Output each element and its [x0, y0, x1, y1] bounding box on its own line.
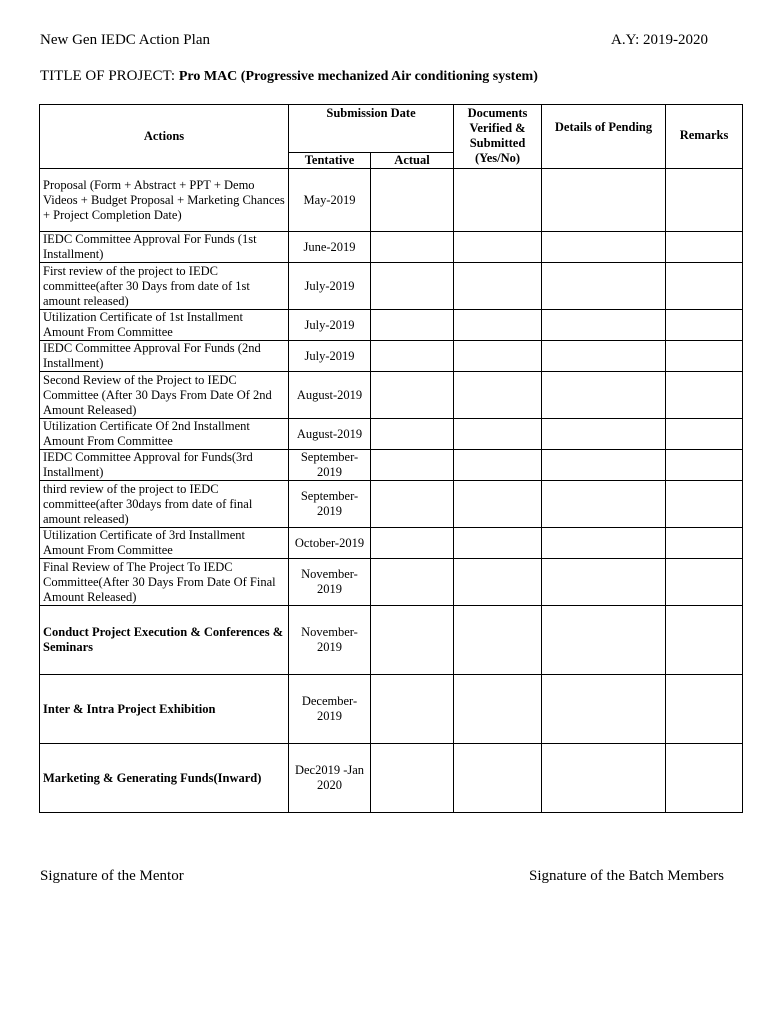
action-cell: third review of the project to IEDC committee(after 30days from date of final amount released) [40, 481, 289, 528]
actual-cell [371, 744, 454, 813]
action-plan-table [39, 104, 743, 813]
remarks-cell [666, 372, 743, 419]
table-row [40, 341, 743, 372]
documents-cell [454, 744, 542, 813]
documents-cell [454, 232, 542, 263]
actual-cell [371, 372, 454, 419]
details-cell [542, 528, 666, 559]
action-cell: Inter & Intra Project Exhibition [40, 675, 289, 744]
action-cell: IEDC Committee Approval for Funds(3rd Installment) [40, 450, 289, 481]
details-cell [542, 559, 666, 606]
document-title: New Gen IEDC Action Plan [40, 32, 210, 48]
tentative-cell: September-2019 [289, 450, 371, 481]
header-details: Details of Pending [542, 105, 666, 169]
actual-cell [371, 310, 454, 341]
documents-cell [454, 419, 542, 450]
remarks-cell [666, 675, 743, 744]
actual-cell [371, 419, 454, 450]
remarks-cell [666, 310, 743, 341]
header-actual: Actual [371, 153, 454, 169]
details-cell [542, 341, 666, 372]
table-row [40, 372, 743, 419]
action-cell: Final Review of The Project To IEDC Committee(After 30 Days From Date Of Final Amount Released) [40, 559, 289, 606]
details-cell [542, 372, 666, 419]
details-cell [542, 744, 666, 813]
header-tentative: Tentative [289, 153, 371, 169]
tentative-cell: Dec2019 -Jan 2020 [289, 744, 371, 813]
action-cell: Proposal (Form + Abstract + PPT + Demo Videos + Budget Proposal + Marketing Chances + Project Completion Date) [40, 169, 289, 232]
documents-cell [454, 310, 542, 341]
details-cell [542, 481, 666, 528]
remarks-cell [666, 450, 743, 481]
tentative-cell: November-2019 [289, 559, 371, 606]
documents-cell [454, 481, 542, 528]
documents-cell [454, 372, 542, 419]
tentative-cell: July-2019 [289, 263, 371, 310]
remarks-cell [666, 559, 743, 606]
project-title [40, 68, 538, 85]
tentative-cell: December-2019 [289, 675, 371, 744]
tentative-cell: November-2019 [289, 606, 371, 675]
actual-cell [371, 675, 454, 744]
details-cell [542, 606, 666, 675]
actual-cell [371, 263, 454, 310]
academic-year: A.Y: 2019-2020 [611, 32, 708, 48]
documents-cell [454, 263, 542, 310]
remarks-cell [666, 232, 743, 263]
table-row [40, 310, 743, 341]
document-header [40, 32, 708, 49]
table-row [40, 419, 743, 450]
project-title-label: TITLE OF PROJECT: [40, 68, 176, 84]
mentor-signature-label: Signature of the Mentor [40, 868, 184, 884]
tentative-cell: August-2019 [289, 372, 371, 419]
documents-cell [454, 606, 542, 675]
header-remarks: Remarks [666, 105, 743, 169]
action-cell: First review of the project to IEDC committee(after 30 Days from date of 1st amount released) [40, 263, 289, 310]
batch-signature-label: Signature of the Batch Members [529, 868, 724, 884]
remarks-cell [666, 606, 743, 675]
action-cell: Conduct Project Execution & Conferences & Seminars [40, 606, 289, 675]
header-actions: Actions [40, 105, 289, 169]
documents-cell [454, 559, 542, 606]
remarks-cell [666, 263, 743, 310]
action-cell: IEDC Committee Approval For Funds (2nd Installment) [40, 341, 289, 372]
actual-cell [371, 606, 454, 675]
documents-cell [454, 675, 542, 744]
header-documents: Documents Verified & Submitted (Yes/No) [454, 105, 542, 169]
project-name: Pro MAC (Progressive mechanized Air conditioning system) [178, 69, 538, 84]
tentative-cell: October-2019 [289, 528, 371, 559]
actual-cell [371, 169, 454, 232]
actual-cell [371, 341, 454, 372]
tentative-cell: August-2019 [289, 419, 371, 450]
remarks-cell [666, 419, 743, 450]
actual-cell [371, 481, 454, 528]
details-cell [542, 310, 666, 341]
actual-cell [371, 450, 454, 481]
table-row [40, 528, 743, 559]
table-row [40, 232, 743, 263]
documents-cell [454, 169, 542, 232]
table-row [40, 481, 743, 528]
documents-cell [454, 341, 542, 372]
action-cell: Marketing & Generating Funds(Inward) [40, 744, 289, 813]
action-cell: Utilization Certificate Of 2nd Installment Amount From Committee [40, 419, 289, 450]
remarks-cell [666, 744, 743, 813]
tentative-cell: June-2019 [289, 232, 371, 263]
action-cell: Second Review of the Project to IEDC Committee (After 30 Days From Date Of 2nd Amount Released) [40, 372, 289, 419]
details-cell [542, 263, 666, 310]
details-cell [542, 450, 666, 481]
remarks-cell [666, 528, 743, 559]
tentative-cell: September-2019 [289, 481, 371, 528]
details-cell [542, 419, 666, 450]
table-row [40, 169, 743, 232]
details-cell [542, 169, 666, 232]
table-row [40, 450, 743, 481]
remarks-cell [666, 341, 743, 372]
actual-cell [371, 528, 454, 559]
table-row [40, 559, 743, 606]
header-submission-date: Submission Date [289, 105, 454, 153]
tentative-cell: May-2019 [289, 169, 371, 232]
table-row [40, 744, 743, 813]
tentative-cell: July-2019 [289, 310, 371, 341]
table-row [40, 675, 743, 744]
action-cell: Utilization Certificate of 1st Installment Amount From Committee [40, 310, 289, 341]
tentative-cell: July-2019 [289, 341, 371, 372]
remarks-cell [666, 169, 743, 232]
actual-cell [371, 232, 454, 263]
documents-cell [454, 450, 542, 481]
details-cell [542, 232, 666, 263]
actual-cell [371, 559, 454, 606]
table-row [40, 606, 743, 675]
details-cell [542, 675, 666, 744]
remarks-cell [666, 481, 743, 528]
documents-cell [454, 528, 542, 559]
action-cell: IEDC Committee Approval For Funds (1st Installment) [40, 232, 289, 263]
table-row [40, 263, 743, 310]
action-cell: Utilization Certificate of 3rd Installment Amount From Committee [40, 528, 289, 559]
